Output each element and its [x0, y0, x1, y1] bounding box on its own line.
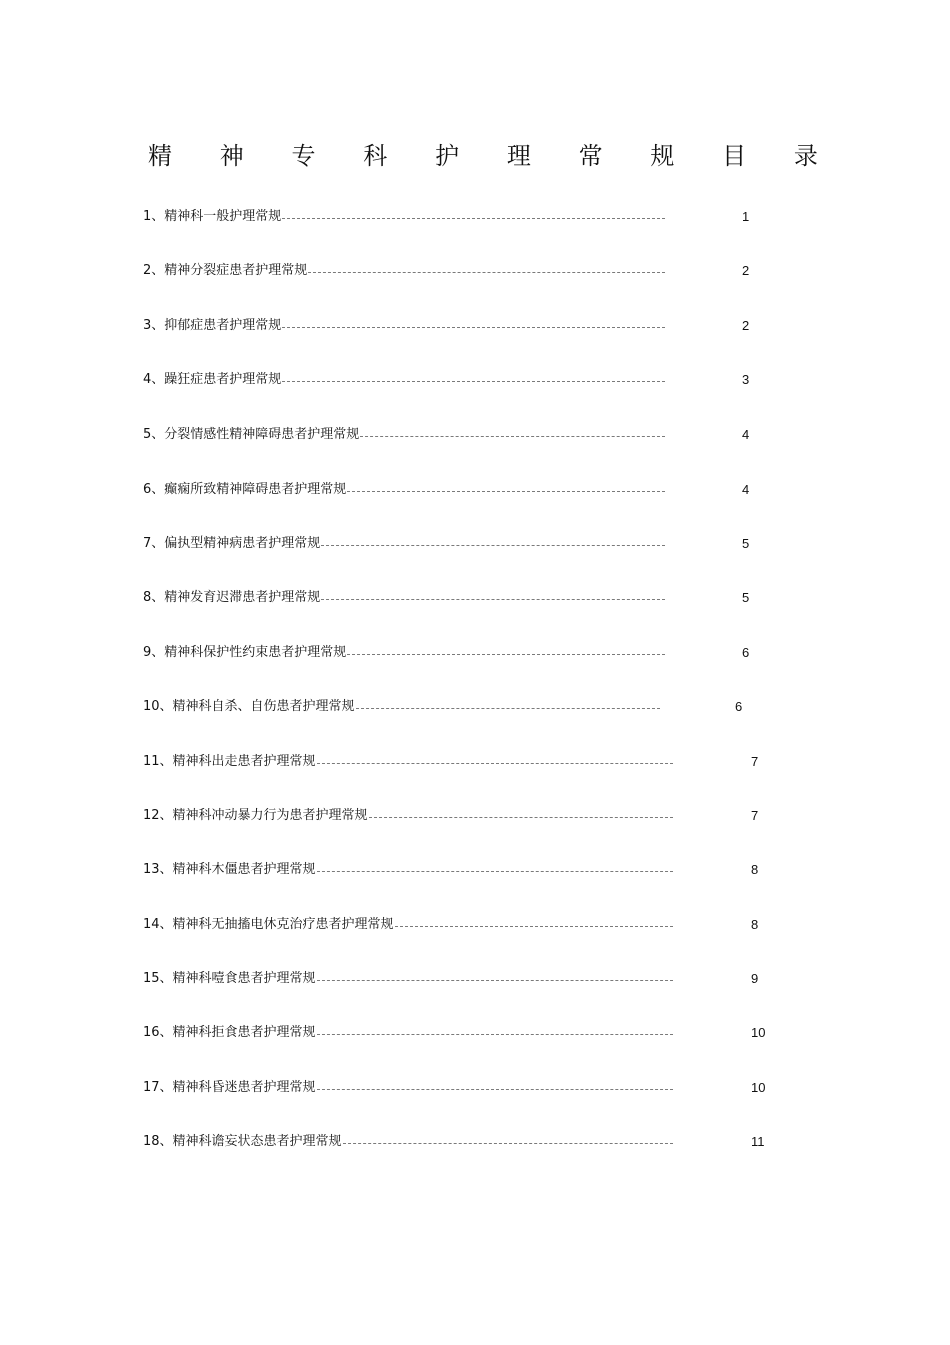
- toc-entry-page: 11: [751, 1134, 765, 1149]
- toc-entry[interactable]: [143, 316, 750, 336]
- toc-entry[interactable]: [143, 1132, 765, 1152]
- toc-entry[interactable]: [143, 1023, 766, 1043]
- title-char: 神: [219, 142, 244, 170]
- toc-entry[interactable]: [143, 534, 750, 554]
- toc-entry-page: 3: [742, 372, 750, 387]
- toc-entry[interactable]: [143, 261, 750, 281]
- toc-entry[interactable]: [143, 969, 759, 989]
- toc-entry-label: 11、精神科出走患者护理常规: [143, 754, 316, 769]
- toc-entry-label: 9、精神科保护性约束患者护理常规: [143, 645, 347, 660]
- toc-entry-label: 14、精神科无抽搐电休克治疗患者护理常规: [143, 917, 394, 932]
- title-char: 专: [291, 142, 316, 170]
- toc-entry[interactable]: [143, 697, 743, 717]
- toc-leader-dots: [369, 817, 673, 818]
- toc-leader-dots: [360, 436, 665, 437]
- toc-entry-page: 5: [742, 590, 750, 605]
- toc-entry-label: 8、精神发育迟滞患者护理常规: [143, 590, 321, 605]
- title-char: 目: [722, 142, 747, 170]
- title-char: 录: [793, 142, 818, 170]
- toc-entry-label: 12、精神科冲动暴力行为患者护理常规: [143, 808, 368, 823]
- toc-entry-page: 10: [751, 1080, 766, 1095]
- toc-entry-page: 1: [742, 209, 750, 224]
- toc-leader-dots: [321, 599, 665, 600]
- toc-entry-page: 8: [751, 917, 759, 932]
- toc-entry-label: 18、精神科谵妄状态患者护理常规: [143, 1134, 342, 1149]
- toc-leader-dots: [317, 980, 673, 981]
- toc-entry[interactable]: [143, 207, 750, 227]
- toc-leader-dots: [282, 381, 665, 382]
- toc-entry-page: 2: [742, 263, 750, 278]
- title-char: 护: [435, 142, 460, 170]
- toc-entry-label: 2、精神分裂症患者护理常规: [143, 263, 308, 278]
- toc-leader-dots: [317, 1089, 673, 1090]
- title-char: 规: [650, 142, 675, 170]
- toc-entry[interactable]: [143, 915, 759, 935]
- toc-entry[interactable]: [143, 643, 750, 663]
- toc-leader-dots: [356, 708, 660, 709]
- toc-entry-page: 8: [751, 862, 759, 877]
- title-char: 常: [578, 142, 603, 170]
- toc-leader-dots: [321, 545, 665, 546]
- title-char: 精: [148, 142, 172, 170]
- toc-leader-dots: [308, 272, 665, 273]
- toc-entry-page: 6: [742, 645, 750, 660]
- toc-entry-label: 17、精神科昏迷患者护理常规: [143, 1080, 316, 1095]
- toc-leader-dots: [317, 1034, 673, 1035]
- toc-leader-dots: [317, 871, 673, 872]
- toc-entry-page: 9: [751, 971, 759, 986]
- toc-entry-label: 6、癫痫所致精神障碍患者护理常规: [143, 482, 347, 497]
- toc-leader-dots: [347, 491, 665, 492]
- toc-entry[interactable]: [143, 480, 750, 500]
- title-char: 科: [363, 142, 388, 170]
- toc-entry-page: 7: [751, 808, 759, 823]
- toc-leader-dots: [282, 327, 665, 328]
- toc-entry-label: 7、偏执型精神病患者护理常规: [143, 536, 321, 551]
- toc-leader-dots: [343, 1143, 673, 1144]
- toc-entry-page: 7: [751, 754, 759, 769]
- toc-entry-label: 1、精神科一般护理常规: [143, 209, 282, 224]
- toc-entry-page: 4: [742, 482, 750, 497]
- toc-entry[interactable]: [143, 1078, 766, 1098]
- toc-leader-dots: [395, 926, 673, 927]
- toc-entry[interactable]: [143, 806, 759, 826]
- toc-entry-page: 4: [742, 427, 750, 442]
- toc-entry-page: 6: [735, 699, 743, 714]
- toc-entry[interactable]: [143, 588, 750, 608]
- toc-leader-dots: [317, 763, 673, 764]
- toc-entry-label: 15、精神科噎食患者护理常规: [143, 971, 316, 986]
- toc-entry[interactable]: [143, 425, 750, 445]
- toc-entry[interactable]: [143, 370, 750, 390]
- title-char: 理: [506, 142, 531, 170]
- toc-leader-dots: [347, 654, 665, 655]
- toc-entry-page: 10: [751, 1025, 766, 1040]
- toc-entry[interactable]: [143, 860, 759, 880]
- toc-entry-label: 4、躁狂症患者护理常规: [143, 372, 282, 387]
- toc-leader-dots: [282, 218, 665, 219]
- toc-entry-page: 2: [742, 318, 750, 333]
- toc-entry-label: 3、抑郁症患者护理常规: [143, 318, 282, 333]
- toc-entry-label: 10、精神科自杀、自伤患者护理常规: [143, 699, 355, 714]
- toc-entry-label: 13、精神科木僵患者护理常规: [143, 862, 316, 877]
- toc-entry-label: 16、精神科拒食患者护理常规: [143, 1025, 316, 1040]
- toc-entry[interactable]: [143, 752, 759, 772]
- toc-entry-label: 5、分裂情感性精神障碍患者护理常规: [143, 427, 360, 442]
- toc-entry-page: 5: [742, 536, 750, 551]
